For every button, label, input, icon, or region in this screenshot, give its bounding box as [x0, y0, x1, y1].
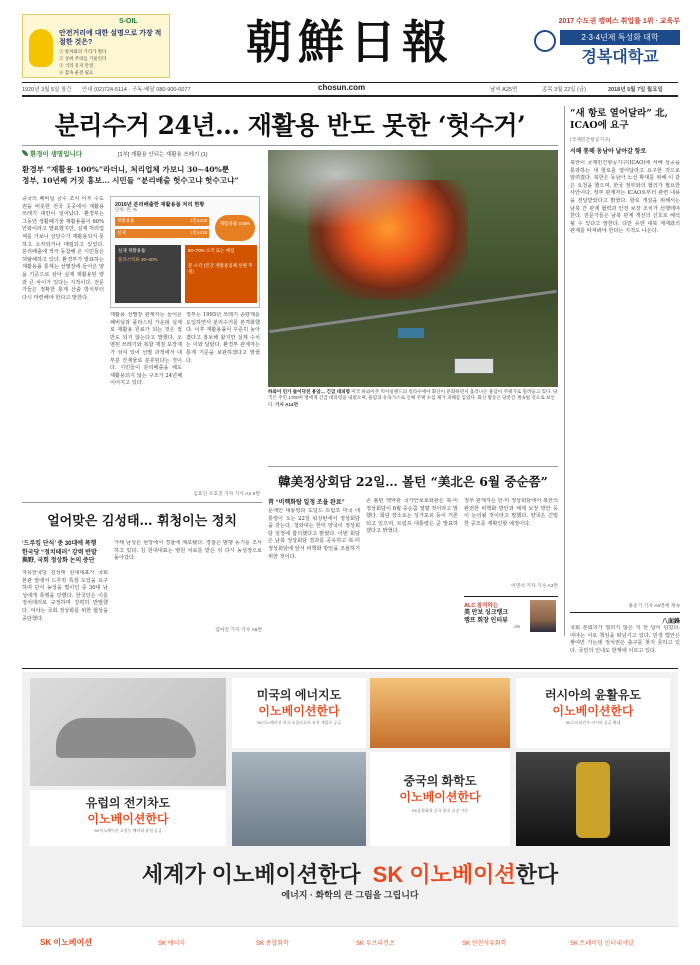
sidebar-headline[interactable]: “새 항로 열어달라” 北, ICAO에 요구 — [570, 108, 668, 131]
ad-europe-brand: 이노베이션한다 — [87, 812, 169, 826]
chart-note-1 — [115, 245, 181, 303]
interview-ref: A6 — [514, 625, 520, 630]
left-ad-answer-2: ② 상위 주의를 기울인다 — [59, 56, 107, 61]
founded-date: 1920년 3월 5일 창간 — [22, 87, 72, 93]
editorial-byline: 김아진 기자 기사 A6면 — [215, 628, 262, 633]
left-ad-brand: S-OIL — [119, 18, 138, 25]
ad-panel-china[interactable] — [370, 752, 510, 846]
right-ad-name: 경복대학교 — [581, 49, 659, 66]
ad-tagline: 에너지 · 화학의 큰 그림을 그립니다 — [281, 890, 419, 900]
summit-body-col2: 존 볼턴 백악관 국가안보보좌관은 북·미 정상회담이 6월 중순쯤 열릴 것이라고 말했다. 회담 장소로는 싱가포르 등이 거론되고 있으며, 트럼프 대통령은 곧 발표하겠다고 밝혔다. — [366, 498, 458, 535]
left-ad-answer-1: ① 앞차와의 거리가 멀다 — [59, 49, 107, 54]
ad-footer-6[interactable]: SK 트레이딩 인터내셔널 — [570, 941, 634, 947]
chart-bar-2 — [115, 229, 209, 238]
chart-note-1-b: 플라스틱류 30~40% — [118, 257, 158, 262]
ad-footer-bar — [22, 926, 678, 956]
interview-label: ALC 참석하는 — [464, 603, 499, 609]
chart-note-1-a: 실제 재활용률 — [118, 248, 146, 253]
chart-badge: 재활용률 100% — [215, 215, 255, 241]
chart-note-2 — [185, 245, 257, 303]
right-ad-line1: 2017 수도권 캠퍼스 취업률 1위 · 교육부 — [558, 18, 680, 25]
left-ad[interactable] — [22, 14, 170, 78]
ad-russia-brand: 이노베이션한다 — [552, 704, 634, 718]
summit-subhead: 靑 “비핵화탑 일정 조율 완료” — [268, 500, 345, 506]
ad-main-title: 세계가 이노베이션한다 — [141, 862, 361, 887]
ad-footer-3[interactable]: SK 종합화학 — [256, 941, 289, 947]
photo-caption-ref: 기사 A14면 — [275, 401, 299, 407]
column-label: 八面鋒 — [661, 618, 680, 625]
weather-ref: 날씨 A25면 — [490, 87, 518, 93]
contact-info: 안내 (02)724-5114 · 구독·배달 080-900-0077 — [82, 87, 191, 93]
left-ad-answer-4: ④ 감속 운전 필요 — [59, 70, 94, 75]
index-ref: 종목 3월 22일 (금) — [542, 87, 586, 93]
editorial-subhead: ‘드루킹 단식’ 중 30대에 폭행 한국당 “정치테러” 강력 반발 與野, 국회 정상화 논의 중단 — [22, 541, 97, 564]
ad-footer-5[interactable]: SK 인천석유화학 — [462, 941, 507, 947]
volcano-photo[interactable] — [268, 150, 558, 387]
ad-panel-us[interactable] — [232, 678, 366, 748]
left-ad-headline: 안전거리에 대한 설명으로 가장 적절한 것은? — [59, 30, 162, 46]
editorial-headline[interactable]: 얼어맞은 김성태… 휘청이는 정치 — [47, 514, 237, 529]
ad-panel-europe[interactable] — [30, 790, 226, 846]
ad-bottle-panel — [516, 752, 670, 846]
ad-footer-2[interactable]: SK 에너지 — [158, 941, 186, 947]
ad-plant-panel — [232, 752, 366, 846]
ad-us-brand: 이노베이션한다 — [258, 704, 340, 718]
editorial-body-col1: 자유한국당 김성태 원내대표가 국회 본관 앞에서 드루킹 특검 도입을 요구하며 단식 농성을 벌이던 중 30대 남성에게 폭행을 당했다. 한국당은 이를 정치테러로 규정하며 강력히 반발했다. 여야는 국회 정상화를 위한 협상을 중단했다. — [22, 570, 108, 622]
editorial-body-col2: 가해 남성은 현장에서 경찰에 체포됐다. 경찰은 범행 동기를 조사하고 있다. 김 원내대표는 병원 치료를 받은 뒤 다시 농성장으로 돌아갔다. — [114, 540, 262, 562]
ad-panel-russia[interactable] — [516, 678, 670, 748]
ad-main-suffix: 한다 — [515, 862, 559, 887]
right-ad-line2: 2·3·4년제 특성화 대학 — [560, 30, 680, 45]
ad-footer-1[interactable]: SK 이노베이션 — [40, 938, 92, 947]
lead-body-col2: 재활용 선별장 관계자는 들어온 폐비닐과 플라스틱 가운데 실제로 재활용 원료가 되는 것은 절반도 되지 않는다고 말했다. 오염된 쓰레기와 복합 재질 포장재가 섞여 있어 선별 과정에서 대부분 잔재물로 분류된다는 것이다. 시민들이 분리배출을 해도 재활용되지 않는 구조가 24년째 이어지고 있다. — [110, 312, 182, 387]
sidebar-byline: 홍준기 기자 A6면에 계속 — [628, 604, 680, 609]
interview-portrait — [530, 600, 556, 632]
chart-unit: 단위: 톤, % — [115, 207, 138, 212]
ad-us-sub: SK이노베이션 미국 오클라호마 유전 개발로 공급 — [256, 720, 342, 725]
series-name: 환경이 생명입니다 — [30, 151, 83, 158]
summit-headline[interactable]: 韓美정상회담 22일… 볼턴 “美北은 6월 중순쯤” — [278, 474, 548, 489]
ad-car-panel — [30, 678, 226, 786]
lead-headline[interactable]: 분리수거 24년… 재활용 반도 못한 ‘헛수거’ — [54, 111, 526, 140]
lead-body-col1: 중국의 폐비닐 금수 조치 이후 수도권을 비롯한 전국 곳곳에서 재활용 쓰레기 대란이 일어났다. 환경부는 그동안 생활폐기물 재활용률이 60% 안팎이라고 발표했지만, 실제 처리업체를 가보니 상당수가 재활용되지 못하고 소각되거나 매립되고 있었다. 분리배출에 적극 동참해 온 시민들은 허탈해하고 있다. 환경부가 발표하는 재활용률 통계는 선별장에 들어온 양을 기준으로 삼아 실제 재활용된 양과 큰 차이가 있다는 지적이다. 전문가들은 정확한 통계 산출 방식부터 다시 마련해야 한다고 말한다. — [22, 196, 104, 301]
site-link[interactable]: chosun.com — [318, 83, 366, 92]
university-logo-icon — [534, 30, 556, 52]
ad-oil-panel — [370, 678, 510, 748]
ad-main-slogan — [22, 858, 678, 889]
house-1 — [454, 358, 494, 374]
soil-mascot-icon — [29, 29, 53, 67]
photo-caption-body: 미국 하와이주 빅아일랜드의 킬라우에아 화산이 분화하면서 흘러나온 용암이 주택가로 밀려들고 있다. 당국은 주민 1700여 명에게 긴급 대피령을 내렸으며, 용암과 유독가스로 인해 주택 수십 채가 피해를 입었다. 화산 활동은 당분간 계속될 것으로 보인다. — [268, 389, 558, 407]
sk-advertisement[interactable] — [22, 672, 678, 956]
chart-title: 2016년 분리배출한 재활용품 처리 현황 — [115, 202, 205, 208]
leaf-icon — [22, 150, 28, 156]
chart-bar-1-value: 1만4418 — [190, 218, 207, 223]
summit-body-col1: 문재인 대통령과 도널드 트럼프 미국 대통령이 오는 22일 워싱턴에서 정상회담을 갖는다. 청와대는 한미 양국이 정상회담 일정에 합의했다고 밝혔다. 이번 회담은 남북 정상회담 결과를 공유하고 북·미 정상회담에 앞서 비핵화 방안을 조율하기 위한 것이다. — [268, 508, 360, 560]
chart-bar-1 — [115, 217, 209, 226]
chart-bar-2-value: 1만4418 — [190, 230, 207, 235]
recycling-chart — [110, 196, 260, 308]
ad-china-brand: 이노베이션한다 — [399, 790, 481, 804]
ad-main-brand: SK 이노베이션 — [372, 862, 516, 887]
photo-caption-title: 하와이 인가 들이닥친 용암… 긴급 대피령 — [268, 389, 350, 394]
series-label — [22, 149, 82, 159]
ad-china-sub: SK종합화학 중국 합작 공장 가동 — [411, 808, 469, 813]
dateline — [22, 84, 678, 94]
ad-us-title: 미국의 에너지도 — [256, 688, 342, 702]
ad-russia-title: 러시아의 윤활유도 — [544, 688, 642, 702]
lead-body-col3: 정부는 1995년 쓰레기 종량제를 도입하면서 분리수거를 본격화했다. 이후 재활용률이 꾸준히 높아졌다고 홍보해 왔지만 실제 수치는 이와 달랐다. 환경부 관계자는 통계 기준을 보완하겠다고 밝혔다. — [186, 312, 260, 364]
left-ad-answer-3: ③ 거리 유지 안전 — [59, 63, 94, 68]
ad-footer-4[interactable]: SK 루브리컨츠 — [356, 941, 395, 947]
sidebar-tag: (국제민간항공기구) — [570, 138, 611, 143]
lead-byline: 김효인·조호진 기자 기사 A4·5면 — [193, 492, 260, 497]
column-body: 국회 본회의가 열리지 않은 지 한 달이 넘었다. 여야는 서로 책임을 떠넘기고 있다. 민생 법안은 쌓여만 가는데 정치권은 출구를 찾지 못하고 있다. 국민의 인내도 한계에 이르고 있다. — [570, 625, 680, 654]
ad-europe-sub: SK이노베이션 고성능 배터리 유럽 공급 — [94, 828, 162, 833]
interview-title: 美 안보 싱크탱크 캠프 회장 인터뷰 — [464, 610, 509, 624]
car-illustration-icon — [56, 718, 196, 758]
series-title: [1부] 재활용 안되는 재활용 쓰레기 (1) — [118, 152, 208, 158]
issue-date: 2018년 5월 7일 월요일 — [608, 87, 663, 93]
chart-bar-1-label: 재활용률 — [117, 218, 135, 223]
smoke-plume — [268, 150, 438, 230]
summit-body-col3: 정부 관계자는 한·미 정상회담에서 북한의 완전한 비핵화 방안과 체제 보장 방안 등이 논의될 것이라고 말했다. 양국은 긴밀한 공조를 재확인할 예정이다. — [464, 498, 558, 527]
ad-china-title: 중국의 화학도 — [403, 774, 477, 788]
chart-note-2-b: 분·소각 (민간 재활용업체 선별 추정) — [188, 263, 253, 274]
chart-note-2-a: 60~70% 소각 또는 매립 — [188, 248, 235, 253]
summit-byline: 이민석 기자 기사 A3면 — [511, 584, 558, 589]
ad-russia-sub: SK루브리컨츠 러시아 공급 확대 — [565, 720, 621, 725]
ad-europe-title: 유럽의 전기차도 — [85, 796, 171, 810]
sidebar-subhead: 서해 통해 동남아 날아갈 항로 — [570, 149, 647, 155]
house-2 — [398, 328, 424, 338]
interview-box[interactable] — [464, 596, 558, 634]
sidebar-body: 북한이 국제민간항공기구(ICAO)에 서해 상공을 통과하는 새 항로를 열어달라고 요구한 것으로 알려졌다. 북한은 동남아 노선 확대를 위해 이 같은 요청을 했으며, 한국 정부와의 협의가 필요한 사안이다. 정부 관계자는 ICAO로부터 관련 내용을 전달받았다고 밝혔다. 항로 개설을 위해서는 남북 간 관제 협력과 안전 보장 조치가 선행돼야 한다. 전문가들은 남북 관계 개선의 신호로 해석될 수 있다고 말한다. 다만 유엔 대북 제재와의 관계를 따져봐야 한다는 지적도 나온다. — [570, 160, 680, 235]
lead-subhead: 환경부 “재활용 100%”라더니, 처리업체 가보니 30~40%뿐 정부, 10년째 거짓 홍보… 시민들 “분리배출 헛수고냐 헛수고냐” — [22, 165, 239, 185]
photo-caption — [268, 389, 558, 449]
newspaper-title: 朝鮮日報 — [246, 15, 454, 69]
oil-bottle-icon — [576, 762, 610, 838]
right-ad[interactable] — [530, 14, 680, 78]
chart-bar-2-label: 실제 — [117, 230, 126, 235]
